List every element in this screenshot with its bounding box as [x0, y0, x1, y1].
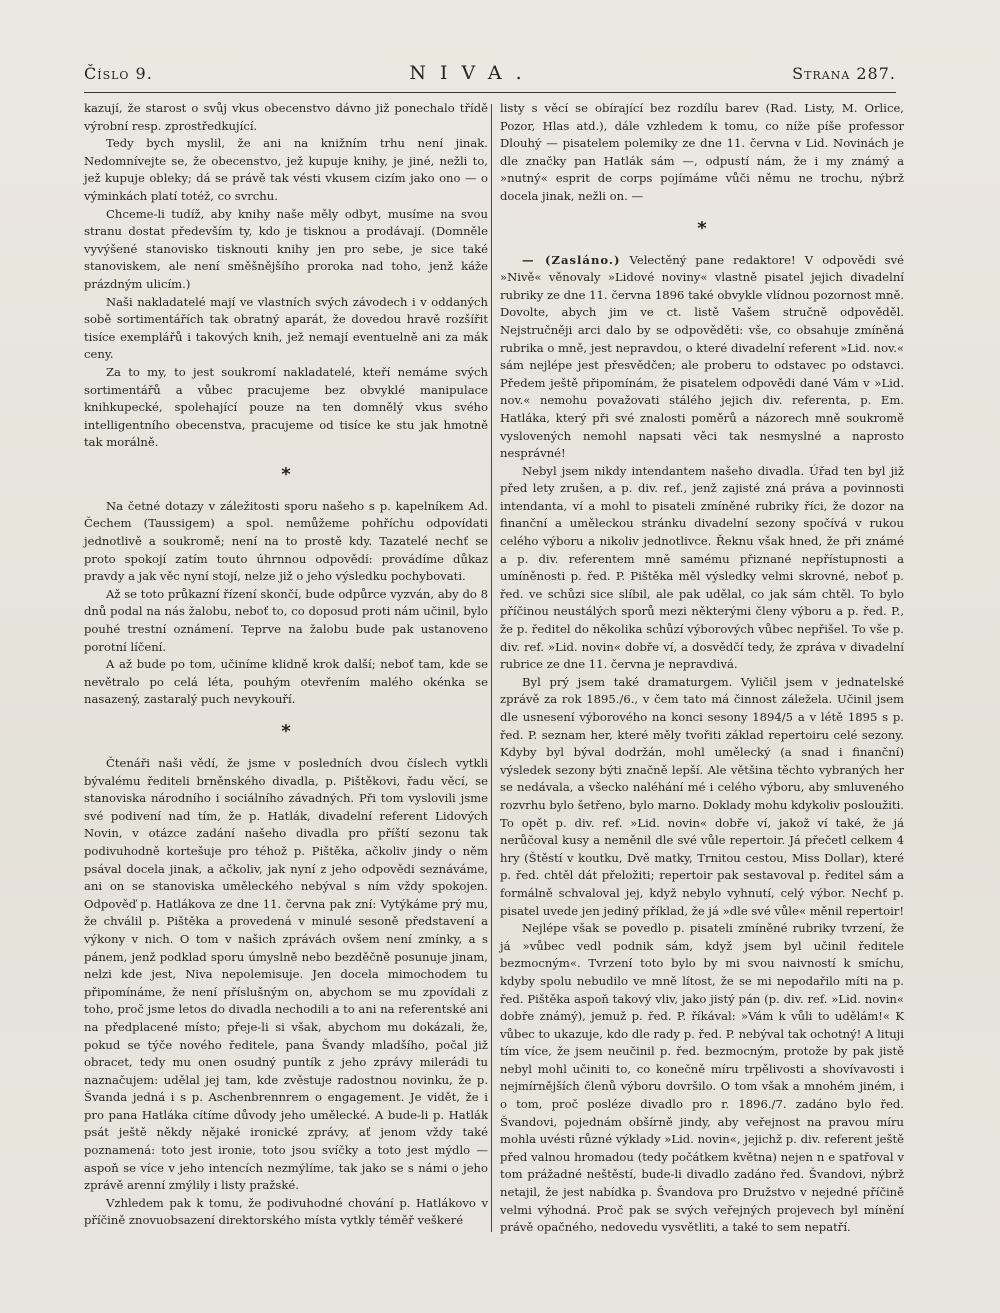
article-paragraph	[500, 252, 904, 463]
article-paragraph	[84, 206, 488, 294]
paragraph-text: Nebyl jsem nikdy intendantem našeho divadla. Úřad ten byl již před lety zrušen, a p. div. ref., jenž zajisté zná práva a povinnosti intendanta, ví a mohl to pisateli zmíněné rubriky říci, že dozor na finanční a uměleckou stránku divadelní sezony spočívá v rukou celého výboru a nikoliv jednotlivce. Řeknu však hned, že při známé a p. div. referentem mně samému přiznané nepřístupnosti a umíněnosti p. řed. P. Pištěka měl výsledky velmi skrovné, neboť p. řed. ve schůzi sice slíbil, ale pak udělal, co jak sám chtěl. To bylo příčinou neustálých sporů mezi některými členy výboru a p. řed. P., že p. ředitel do několika schůzí výborových vůbec nepřišel. To vše p. div. ref. »Lid. novin« dobře ví, a dosvědčí tedy, že zpráva v divadelní rubrice ze dne 11. června je nepravdivá.	[500, 463, 904, 672]
article-paragraph	[84, 100, 488, 135]
paragraph-text: Tedy bych myslil, že ani na knižním trhu není jinak. Nedomnívejte se, že obecenstvo, jež kupuje knihy, je jiné, nežli to, jež kupuje obleky; dá se právě tak vésti vkusem cizím jako ono — o výminkách platí totéž, co svrchu.	[84, 136, 488, 203]
paragraph-text: Na četné dotazy v záležitosti sporu našeho s p. kapelníkem Ad. Čechem (Taussigem) a spol. nemůžeme pohříchu odpovídati jednotlivě a soukromě; není na to prostě kdy. Tazatelé nechť se proto spokojí zatím touto úhrnnou odpovědí: provádíme důkaz pravdy a jak věc nyní stojí, nelze již o jeho výsledku pochybovati.	[84, 498, 488, 584]
paragraph-text: Nejlépe však se povedlo p. pisateli zmíněné rubriky tvrzení, že já »vůbec vedl podnik sám, když jsem byl učinil ředitele bezmocným«. Tvrzení toto bylo by mi svou naivností k smíchu, kdyby spolu nebudilo ve mně lítost, že se mi nepodařilo míti na p. řed. Pištěka aspoň takový vliv, jako jistý pán (p. div. ref. »Lid. novin« dobře známý), jemuž p. řed. P. říkával: »Vám k vůli to udělám!« K vůbec to ukazuje, kdo dle rady p. řed. P. nebýval tak ochotný! A lituji tím více, že jsem neučinil p. řed. bezmocným, protože by pak jistě nebyl mohl učiniti to, co konečně míru trpělivosti a shovívavosti i nejmírnějších členů výboru dovršilo. O tom však a mnohém jiném, i o tom, proč posléze divadlo pro r. 1896./7. zadáno bylo řed. Švandovi, pojednám obšírně jindy, aby veřejnost na pravou míru mohla uvésti různé výklady »Lid. novin«, jejichž p. div. referent ještě před valnou hromadou (tedy počátkem května) nejen n e spatřoval v tom prážadné neštěstí, bude-li divadlo zadáno řed. Švandovi, nýbrž netajil, že jest nabídka p. Švandova pro Družstvo v nejedné příčině velmi výhodná. Proč pak se svých veřejných projevech byl mínění právě opačného, nedovedu vysvětliti, a také to sem nepatří.	[500, 921, 904, 1235]
article-paragraph	[500, 920, 904, 1237]
right-column	[500, 100, 904, 1237]
paragraph-text: kazují, že starost o svůj vkus obecenstvo dávno již ponechalo třídě výrobní resp. zprostředkující.	[84, 101, 488, 133]
column-divider	[491, 104, 492, 1232]
article-paragraph	[84, 1195, 488, 1230]
article-paragraph	[500, 100, 904, 206]
periodical-title: NIVA.	[409, 62, 536, 84]
article-paragraph	[84, 135, 488, 205]
paragraph-text: Byl prý jsem také dramaturgem. Vyličil jsem v jednatelské zprávě za rok 1895./6., v čem tato má činnost záležela. Učinil jsem dle usnesení výborového na konci sesony 1894/5 a v létě 1895 s p. řed. P. seznam her, které měly tvořiti základ repertoiru celé sezony. Kdyby byl býval dodržán, mohl umělecký (a snad i finanční) výsledek sezony býti značně lepší. Ale většina těchto vybraných her se nedávala, a všecko naléhání mé i celého výboru, aby smluveného rozvrhu bylo šetřeno, bylo marno. Doklady mohu kdykoliv posloužiti. To opět p. div. ref. »Lid. novin« dobře ví, jakož ví také, že já nerůčoval kusy a neměnil dle své vůle repertoir. Já přečetl celkem 4 hry (Štěstí v koutku, Dvě matky, Trnitou cestou, Miss Dollar), které p. řed. chtěl dát přeložiti; repertoir pak sestavoval p. ředitel sám a formálně schvaloval jej, když nebylo vyhnutí, celý výbor. Nechť p. pisatel uvede jen jediný příklad, že já »dle své vůle« měnil repertoir!	[500, 674, 904, 918]
issue-number: Číslo 9.	[84, 64, 153, 83]
paragraph-text: Až se toto průkazní řízení skončí, bude odpůrce vyzván, aby do 8 dnů podal na nás žalobu, neboť to, co doposud proti nám učinil, bylo pouhé trestní oznámení. Teprve na žalobu bude pak ustanoveno porotní líčení.	[84, 586, 488, 654]
paragraph-text: A až bude po tom, učiníme klidně krok další; neboť tam, kde se nevětralo po celá léta, pouhým otevřením malého okénka se nasazený, zastaralý puch nevykouří.	[84, 657, 488, 707]
paragraph-text: Vzhledem pak k tomu, že podivuhodné chování p. Hatlákovo v příčině znovuobsazení direktorského místa vytkly téměř veškeré	[84, 1195, 488, 1228]
section-separator-star: *	[281, 721, 291, 742]
page-header	[84, 62, 896, 93]
section-separator-star: *	[697, 217, 707, 239]
article-paragraph	[500, 463, 904, 674]
paragraph-text: Naši nakladatelé mají ve vlastních svých závodech i v oddaných sobě sortimentářích tak obratný aparát, že dovedou hravě rozšířit tisíce exemplářů i takových knih, jež nemají eventuelně ani za mák ceny.	[84, 294, 488, 362]
paragraph-text: Velectěný pane redaktore! V odpovědi své »Nivě« věnovaly »Lidové noviny« vlastně pisatel jejich divadelní rubriky ze dne 11. června 1896 také obvykle vlídnou pozornost mně. Dovolte, abych jim ve ct. listě Vašem stručně odpověděl. Nejstručněji arci dalo by se odpověděti: vše, co obsahuje zmíněná rubrika o mně, jest nepravdou, o které divadelní referent »Lid. nov.« sám nejlépe jest přesvědčen; ale proberu to odstavec po odstavci. Předem ještě připomínám, že pisatelem odpovědi dané Vám v »Lid. nov.« nemohu považovati stálého jejich div. referenta, p. Em. Hatláka, který při své znalosti poměrů a názorech mně soukromě vyslovených nemohl napsati věci tak nesmyslné a naprosto nesprávné!	[500, 252, 904, 461]
article-paragraph	[84, 656, 488, 709]
article-paragraph	[84, 364, 488, 452]
article-paragraph	[84, 755, 488, 1195]
article-paragraph	[84, 498, 488, 586]
section-lead: — (Zasláno.)	[522, 252, 621, 267]
paragraph-text: listy s věcí se obírající bez rozdílu barev (Rad. Listy, M. Orlice, Pozor, Hlas atd.), dále vzhledem k tomu, co níže píše professor Dlouhý — pisatelem polemiky ze dne 11. června v Lid. Novinách je dle značky pan Hatlák sám —, odpustí nám, že i my známý a »nutný« esprit de corps pojímáme vůči němu ne trochu, nýbrž docela jinak, nežli on. —	[500, 101, 904, 203]
paragraph-text: Za to my, to jest soukromí nakladatelé, kteří nemáme svých sortimentářů a vůbec pracujeme bez obvyklé manipulace knihkupecké, spolehající pouze na ten domnělý vkus svého intelligentního obecenstva, pracujeme od tisíce ke stu jak hmotně tak morálně.	[84, 364, 488, 450]
article-paragraph	[84, 586, 488, 656]
section-separator-star: *	[281, 463, 291, 485]
paragraph-text: Čtenáři naši vědí, že jsme v posledních dvou číslech vytkli bývalému řediteli brněnského divadla, p. Pištěkovi, řadu věcí, se stanoviska národního i sociálního závadných. Při tom vyslovili jsme své podivení nad tím, že p. Hatlák, divadelní referent Lidových Novin, v otázce zadání našeho divadla pro příští sezonu tak podivuhodně kortešuje pro téhož p. Pištěka, ačkoliv jindy o něm psával docela jinak, a ačkoliv, jak nyní z jeho odpovědi seznáváme, ani on se stanoviska uměleckého nebýval s ním vždy spokojen. Odpověď p. Hatlákova ze dne 11. června pak zní: Vytýkáme prý mu, že chválil p. Pištěka a provedená v minulé sesoně představení a výkony v nich. O tom v našich zprávách ovšem není zmínky, a s pánem, jenž podklad sporu úmyslně nebo bezděčně posunuje jinam, nelzi kde jest, Niva nepolemisuje. Jen docela mimochodem tu připomínáme, že není příslušným on, abychom se mu zpovídali z toho, proč jsme letos do divadla nechodili a to ani na referentské ani na předplacené místo; přeje-li si však, abychom mu dokázali, že, pokud se týče nového ředitele, pana Švandy mladšího, počal již obracet, tedy mu onen osudný puntík z jeho zprávy milerádi tu naznačujem: udělal jej tam, kde zvěstuje radostnou novinku, že p. Švanda jedná i s p. Aschenbrennrem o engagement. Je vidět, že i pro pana Hatláka cítíme důvody jeho umělecké. A bude-li p. Hatlák psát ještě někdy nějaké ironické zprávy, ať jenom vždy také poznamená: toto jest ironie, toto jsou svíčky a toto jest mýdlo — aspoň se více v jeho intencích nezmýlíme, tak jako se s námi o jeho zprávě arenní zmýlily i listy pražské.	[84, 756, 488, 1193]
article-paragraph	[84, 294, 488, 364]
left-column	[84, 100, 488, 1230]
article-paragraph	[500, 674, 904, 920]
paragraph-text: Chceme-li tudíž, aby knihy naše měly odbyt, musíme na svou stranu dostat především ty, kdo je tisknou a prodávají. (Domněle vyvýšené stanovisko tisknouti knihy jen pro sebe, je sice také stanoviskem, ale není směšnějšího proroka nad toho, jenž káže prázdným ulicím.)	[84, 206, 488, 291]
page-number: Strana 287.	[792, 64, 896, 83]
